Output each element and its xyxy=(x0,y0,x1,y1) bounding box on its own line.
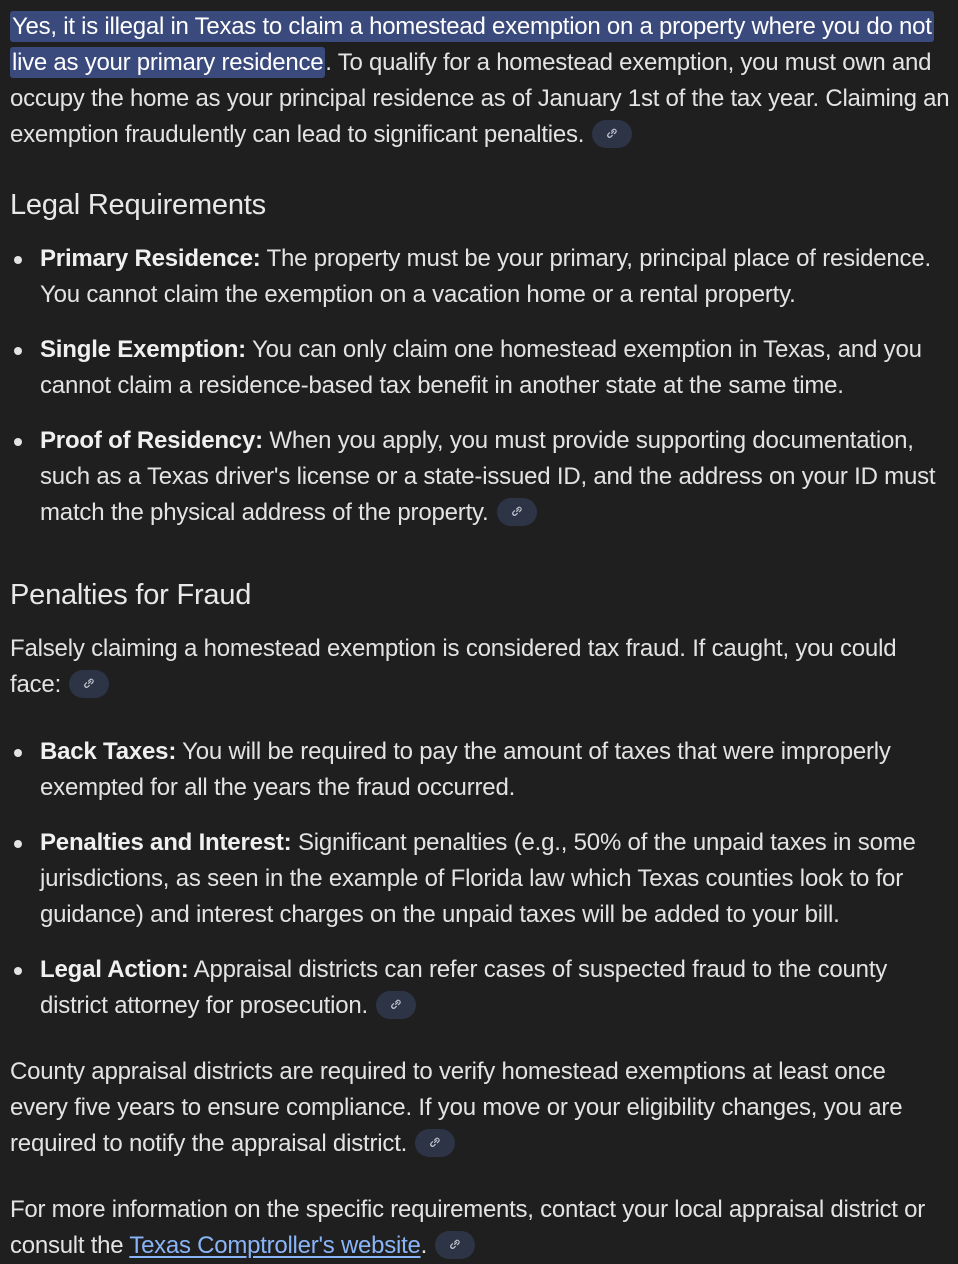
legal-requirements-heading: Legal Requirements xyxy=(10,189,266,221)
list-item xyxy=(10,952,948,1024)
more-info-text: For more information on the specific requirements, contact your local appraisal district or consult the xyxy=(10,1196,925,1259)
county-note-text: County appraisal districts are required to verify homestead exemptions at least once every five years to ensure compliance. If you move or your eligibility changes, you are required to notify the appraisal district. xyxy=(10,1058,903,1157)
penalties-heading: Penalties for Fraud xyxy=(10,579,252,611)
highlighted-answer[interactable]: Yes, it is illegal in Texas to claim a homestead exemption on a property where you do not live as your primary residence xyxy=(12,13,932,76)
item-term: Legal Action: xyxy=(40,956,189,983)
item-text: You will be required to pay the amount of taxes that were improperly exempted for all the years the fraud occurred. xyxy=(40,738,891,801)
item-text: Appraisal districts can refer cases of suspected fraud to the county district attorney for prosecution. xyxy=(40,956,888,1019)
link-icon xyxy=(82,676,96,690)
source-link-chip[interactable] xyxy=(497,498,537,526)
list-item xyxy=(10,423,948,531)
item-term: Primary Residence: xyxy=(40,245,261,272)
item-text: You can only claim one homestead exemption in Texas, and you cannot claim a residence-based tax benefit in another state at the same time. xyxy=(40,336,922,399)
county-note-paragraph xyxy=(10,1054,948,1162)
link-icon xyxy=(448,1237,462,1251)
intro-paragraph xyxy=(10,9,952,153)
source-link-chip[interactable] xyxy=(376,991,416,1019)
source-link-chip[interactable] xyxy=(69,670,109,698)
penalties-intro xyxy=(10,631,948,703)
link-icon xyxy=(605,126,619,140)
source-link-chip[interactable] xyxy=(592,120,632,148)
more-info-end: . xyxy=(420,1232,428,1259)
list-item xyxy=(10,241,948,313)
link-icon xyxy=(428,1135,442,1149)
list-item xyxy=(10,332,948,404)
more-info-paragraph xyxy=(10,1192,948,1264)
list-item xyxy=(10,734,948,806)
texas-comptroller-link[interactable]: Texas Comptroller's website xyxy=(129,1232,421,1259)
item-term: Proof of Residency: xyxy=(40,427,263,454)
legal-requirements-list xyxy=(10,241,948,531)
item-term: Single Exemption: xyxy=(40,336,246,363)
intro-text: . To qualify for a homestead exemption, you must own and occupy the home as your principal residence as of January 1st of the tax year. Claiming an exemption fraudulently can lead to significant penalties. xyxy=(10,49,950,148)
link-icon xyxy=(389,997,403,1011)
source-link-chip[interactable] xyxy=(435,1231,475,1259)
item-text: The property must be your primary, principal place of residence. You cannot claim the exemption on a vacation home or a rental property. xyxy=(40,245,931,308)
item-text: When you apply, you must provide supporting documentation, such as a Texas driver's license or a state-issued ID, and the address on your ID must match the physical address of the property. xyxy=(40,427,936,526)
item-text: Significant penalties (e.g., 50% of the unpaid taxes in some jurisdictions, as seen in the example of Florida law which Texas counties look to for guidance) and interest charges on the unpaid taxes will be added to your bill. xyxy=(40,829,916,928)
list-item xyxy=(10,825,948,933)
penalties-list xyxy=(10,734,948,1024)
link-icon xyxy=(510,504,524,518)
item-term: Penalties and Interest: xyxy=(40,829,292,856)
penalties-intro-text: Falsely claiming a homestead exemption is considered tax fraud. If caught, you could face: xyxy=(10,635,897,698)
item-term: Back Taxes: xyxy=(40,738,177,765)
source-link-chip[interactable] xyxy=(415,1129,455,1157)
